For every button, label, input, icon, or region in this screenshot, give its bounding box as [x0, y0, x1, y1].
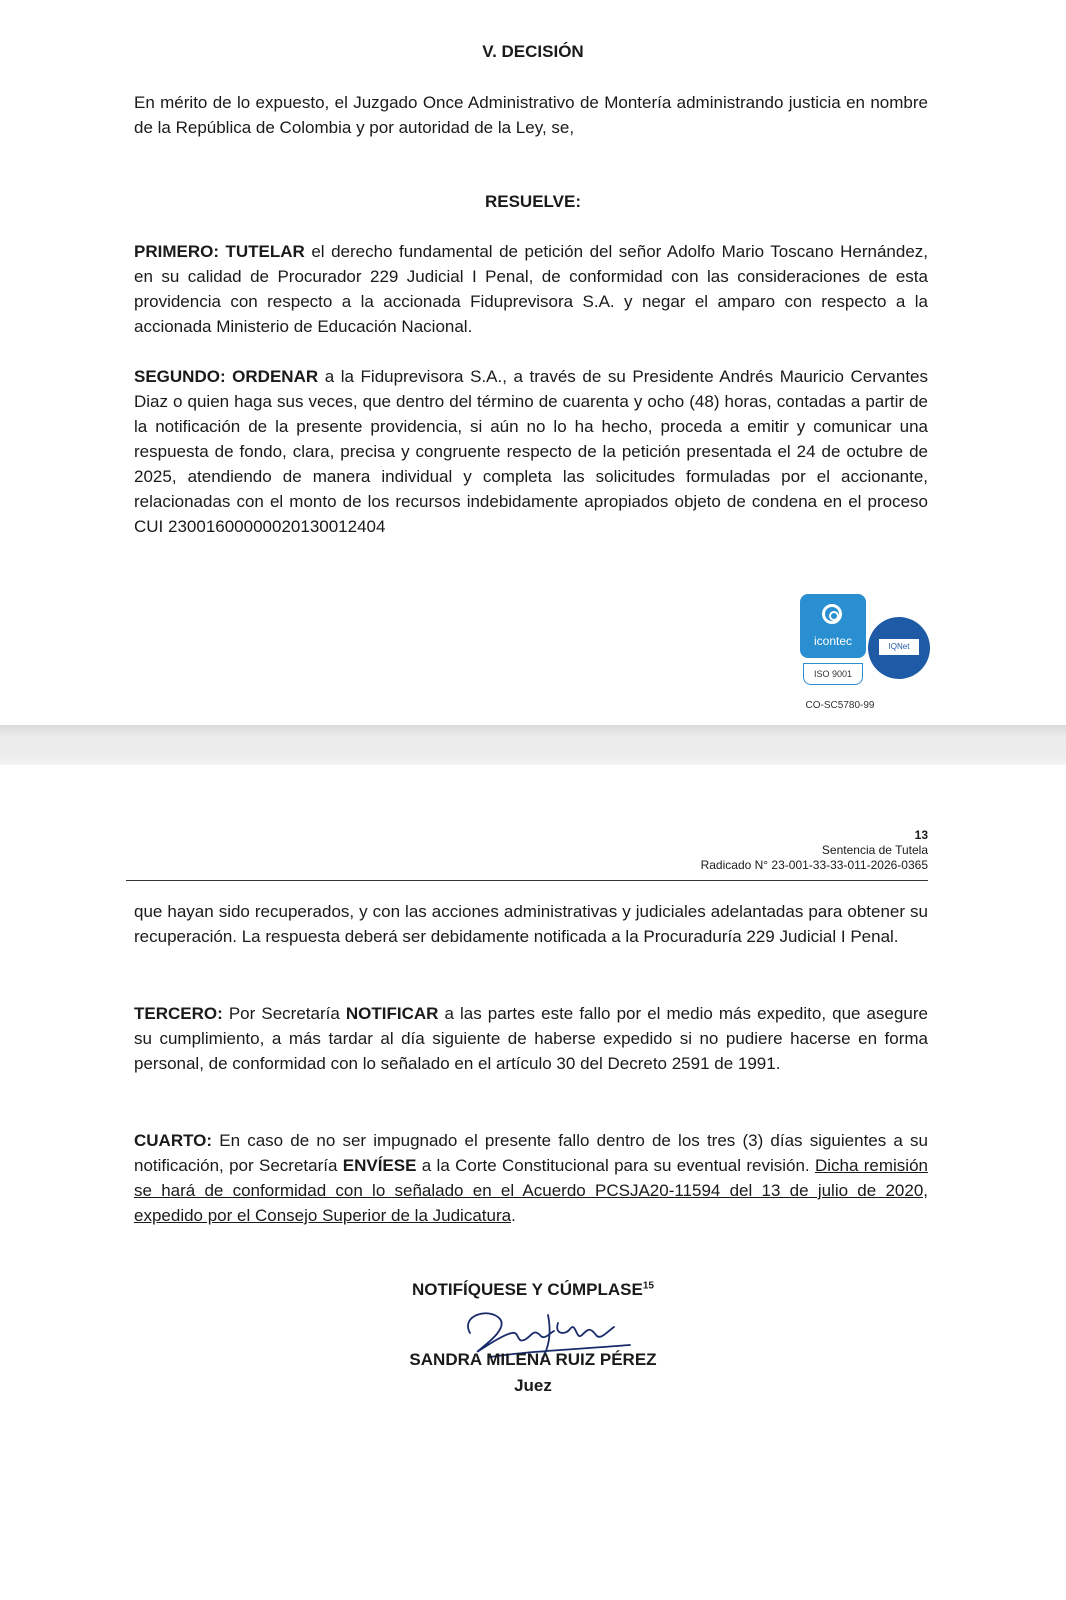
icontec-text: icontec	[813, 634, 853, 648]
tercero-paragraph	[134, 1001, 928, 1076]
cuarto-end: .	[511, 1206, 516, 1225]
tercero-text-1: Por Secretaría	[222, 1004, 346, 1023]
cuarto-bold: ENVÍESE	[342, 1156, 417, 1175]
primero-text: el derecho fundamental de petición del señor Adolfo Mario Toscano Hernández, en su calidad de Procurador 229 Judicial I Penal, de conformidad con las consideraciones de esta providencia con respecto a la accionada Fiduprevisora S.A. y negar el amparo con respecto a la accionada Ministerio de Educación Nacional.	[134, 242, 928, 336]
icontec-ring-icon	[822, 604, 842, 624]
closing-text: NOTIFÍQUESE Y CÚMPLASE	[412, 1280, 643, 1299]
signer-name: SANDRA MILENA RUIZ PÉREZ	[409, 1350, 657, 1369]
primero-paragraph	[134, 239, 928, 339]
tercero-bold: NOTIFICAR	[345, 1004, 439, 1023]
signer-title: Juez	[514, 1376, 552, 1395]
footnote-ref: 15	[642, 1280, 654, 1292]
iso-9001-badge: ISO 9001	[803, 663, 863, 685]
cuarto-text-2: a la Corte Constitucional para su eventual revisión.	[416, 1156, 815, 1175]
segundo-text: a la Fiduprevisora S.A., a través de su Presidente Andrés Mauricio Cervantes Diaz o quien haga sus veces, que dentro del término de cuarenta y ocho (48) horas, contadas a partir de la notificación de la presente providencia, si aún no lo ha hecho, proceda a emitir y comunicar una respuesta de fondo, clara, precisa y congruente respecto de la petición presentada el 24 de octubre de 2025, atendiendo de manera individual y completa las solicitudes formuladas por el accionante, relacionadas con el monto de los recursos indebidamente apropiados objeto de condena en el proceso CUI 23001600000020130012404	[134, 367, 928, 536]
cuarto-label: CUARTO:	[134, 1131, 213, 1150]
segundo-paragraph	[134, 364, 928, 539]
cuarto-text-1: En caso de no ser impugnado el presente fallo dentro de los tres (3) días siguientes a su notificación, por Secretaría	[134, 1131, 928, 1175]
tercero-label: TERCERO:	[134, 1004, 223, 1023]
resuelve-heading: RESUELVE:	[484, 192, 582, 211]
iqnet-logo	[868, 617, 930, 679]
cuarto-paragraph	[134, 1128, 928, 1228]
iqnet-text: IQNet	[879, 639, 919, 655]
intro-paragraph: En mérito de lo expuesto, el Juzgado Once Administrativo de Montería administrando justicia en nombre de la República de Colombia y por autoridad de la Ley, se,	[134, 93, 928, 137]
cuarto-underlined: Dicha remisión se hará de conformidad con lo señalado en el Acuerdo PCSJA20-11594 del 13 de julio de 2020, expedido por el Consejo Superior de la Judicatura	[134, 1156, 928, 1225]
header-radicado: Radicado N° 23-001-33-33-011-2026-0365	[700, 858, 928, 872]
segundo-label: SEGUNDO: ORDENAR	[134, 367, 319, 386]
certification-code: CO-SC5780-99	[805, 700, 875, 711]
continuation-paragraph: que hayan sido recuperados, y con las acciones administrativas y judiciales adelantadas para obtener su recuperación. La respuesta deberá ser debidamente notificada a la Procuraduría 229 Judicial I Penal.	[134, 902, 928, 946]
page-number: 13	[914, 828, 928, 842]
closing-heading	[0, 1280, 1066, 1300]
header-doc-type: Sentencia de Tutela	[821, 843, 928, 857]
page-separator	[0, 725, 1066, 765]
primero-label: PRIMERO: TUTELAR	[134, 242, 305, 261]
header-divider	[126, 880, 928, 881]
icontec-logo	[800, 594, 866, 658]
tercero-text-2: a las partes este fallo por el medio más expedito, que asegure su cumplimiento, a más tardar al día siguiente de haberse expedido si no pudiere hacerse en forma personal, de conformidad con lo señalado en el artículo 30 del Decreto 2591 de 1991.	[134, 1004, 928, 1073]
section-title: V. DECISIÓN	[482, 42, 584, 61]
